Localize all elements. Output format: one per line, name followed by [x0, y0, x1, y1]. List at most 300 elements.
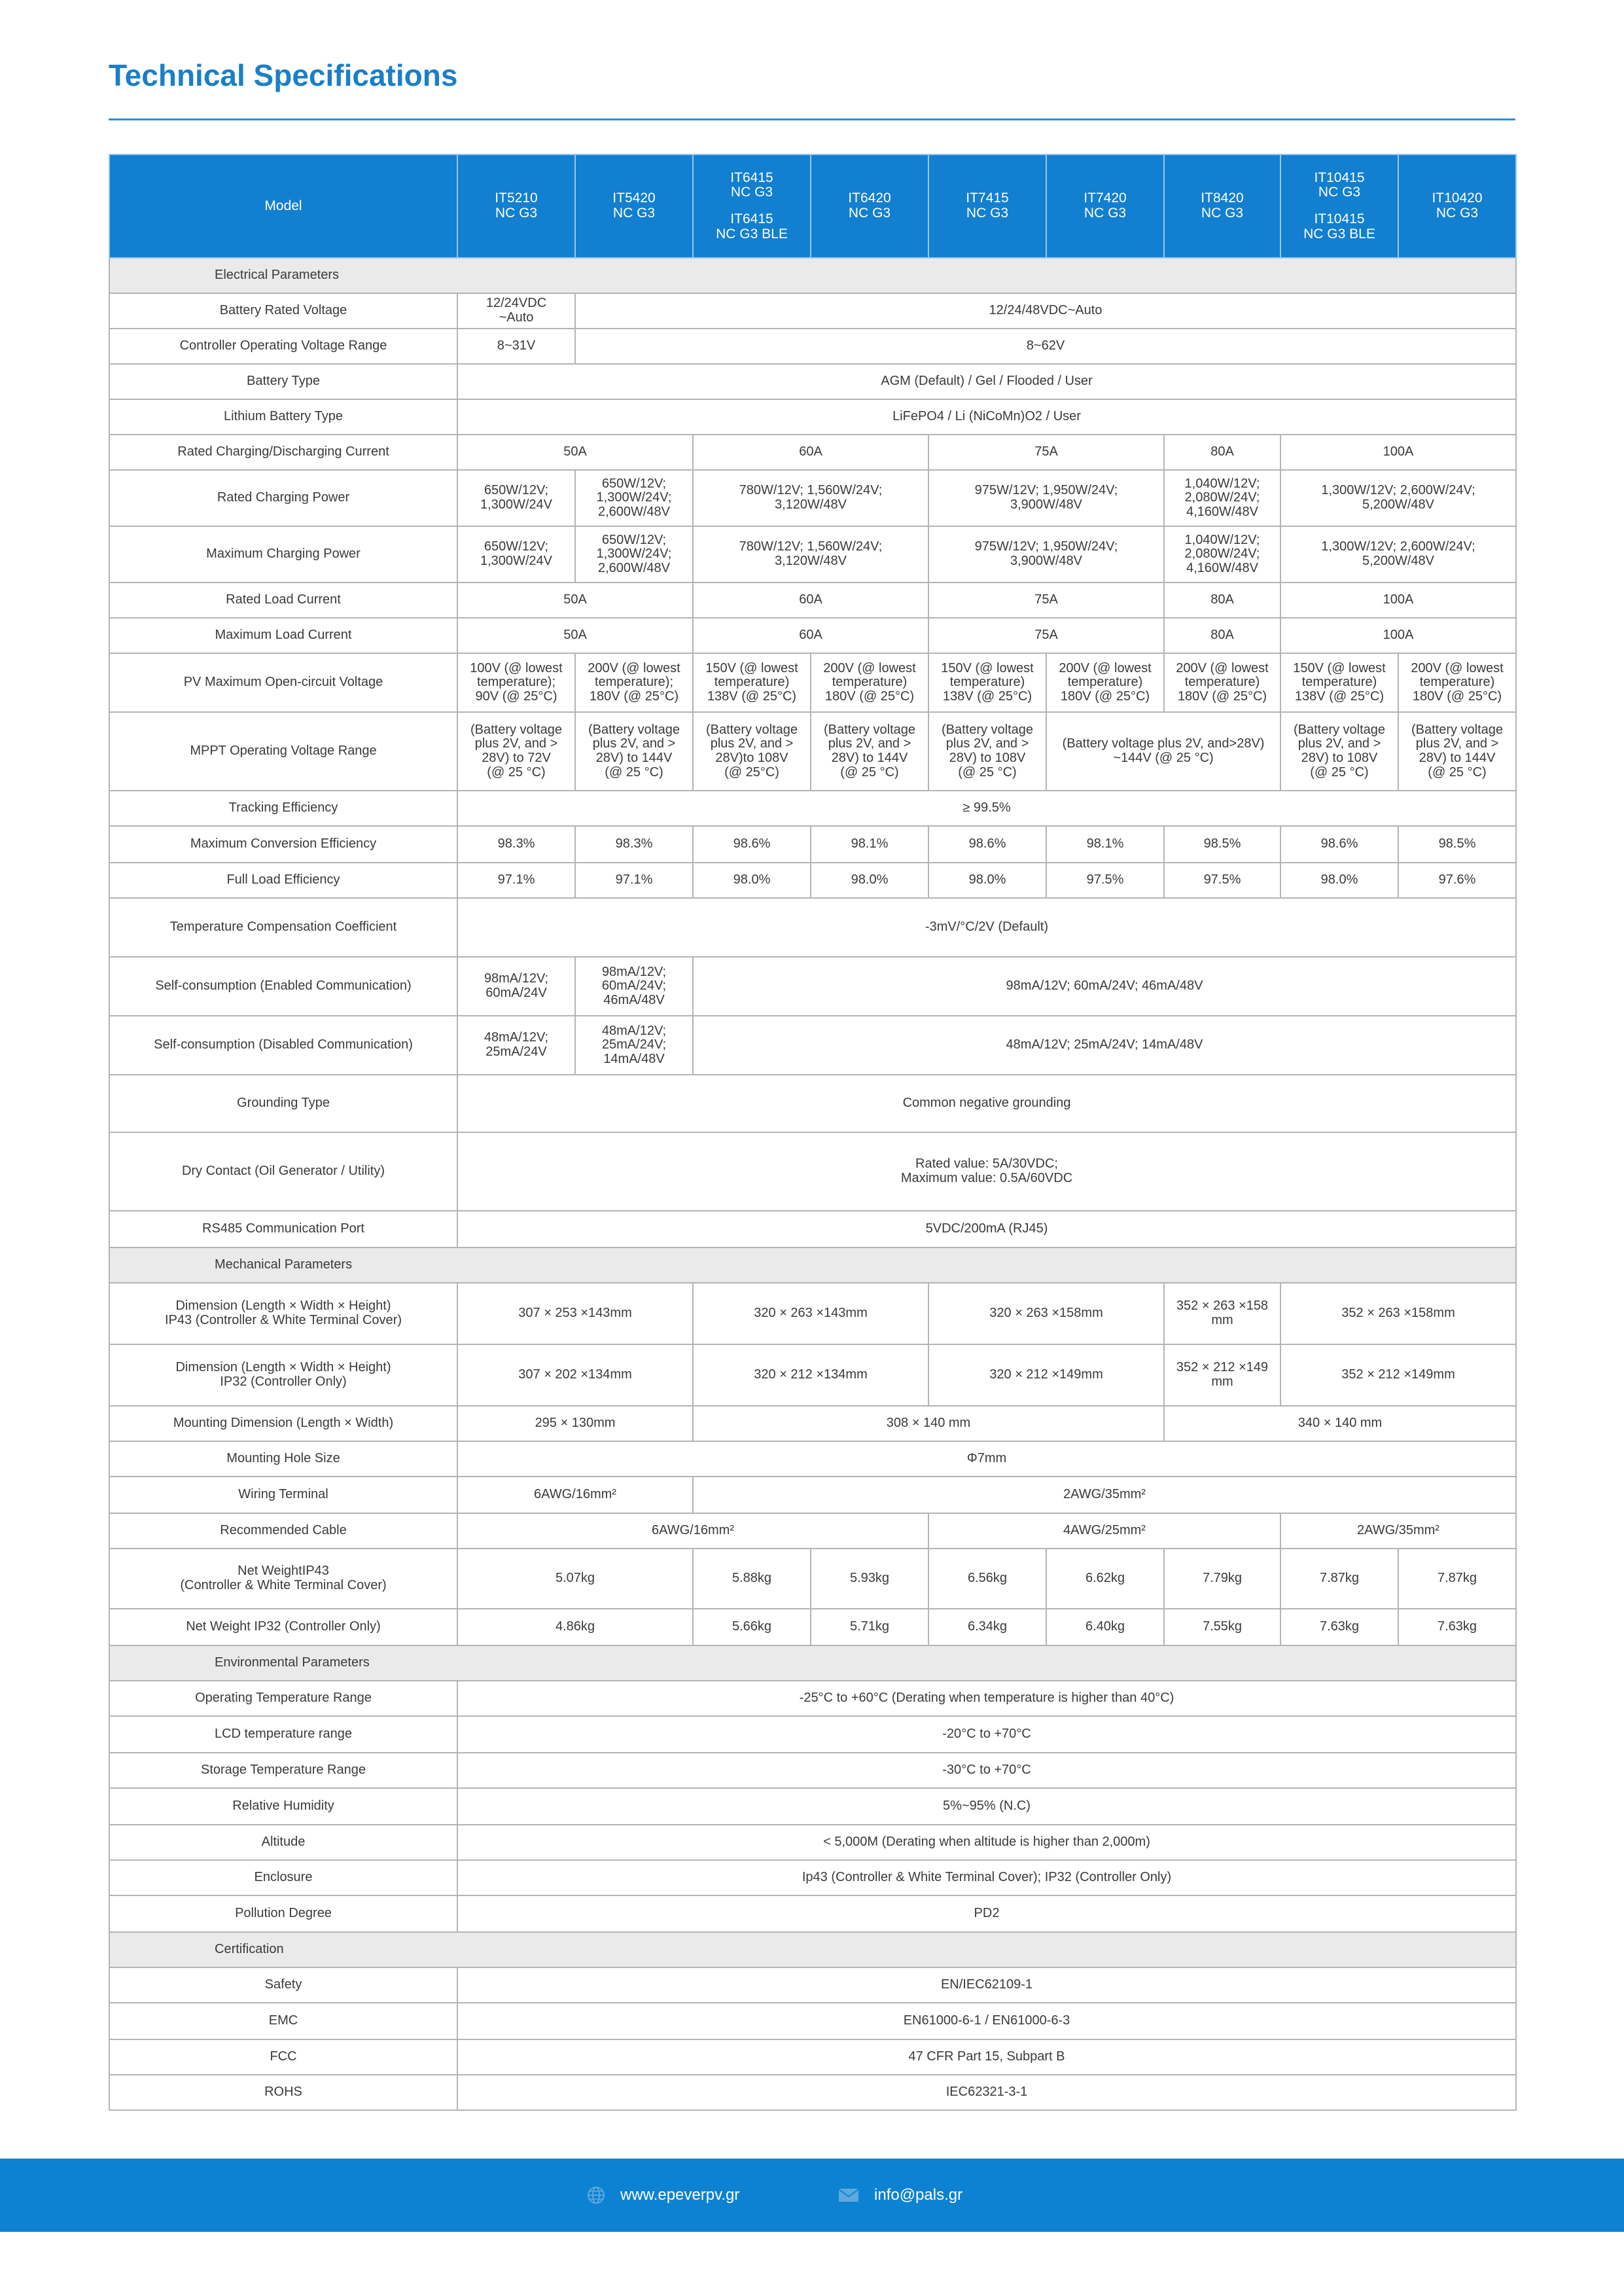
cell-text-line: 4,160W/48V — [1186, 560, 1259, 575]
spec-value — [1164, 1549, 1280, 1609]
model-name-line: NC G3 — [1201, 206, 1244, 221]
email-link[interactable]: info@pals.gr — [874, 2186, 963, 2204]
spec-row — [109, 583, 1516, 618]
spec-value — [1164, 1283, 1280, 1344]
cell-text-line: 98.6% — [733, 836, 771, 852]
cell-text-line: Lithium Battery Type — [224, 409, 343, 424]
spec-row — [109, 791, 1516, 826]
cell-text-line: 1,300W/24V — [480, 497, 553, 512]
spec-label — [109, 2039, 457, 2075]
cell-text-line: 6.40kg — [1085, 1619, 1125, 1634]
cell-text-line: plus 2V, and > — [474, 736, 558, 751]
spec-value — [457, 1132, 1516, 1211]
cell-text-line: 98.5% — [1203, 836, 1241, 852]
cell-text-line: 1,300W/12V; 2,600W/24V; — [1321, 483, 1475, 498]
spec-value — [457, 1211, 1516, 1247]
table-header — [109, 154, 1516, 258]
cell-text-line: 28V) to 72V — [482, 751, 551, 765]
cell-text-line: Enclosure — [254, 1870, 313, 1885]
cell-text-line: Common negative grounding — [902, 1096, 1071, 1111]
spec-row — [109, 1788, 1516, 1825]
cell-text-line: 6.34kg — [967, 1619, 1008, 1634]
spec-row — [109, 526, 1516, 583]
cell-text-line: 352 × 263 ×158mm — [1341, 1306, 1455, 1321]
spec-label — [109, 1967, 457, 2003]
spec-value — [1280, 1513, 1516, 1549]
spec-value — [575, 526, 693, 583]
cell-text-line: 98.5% — [1438, 836, 1476, 852]
cell-text-line: 97.5% — [1086, 872, 1124, 888]
spec-value — [457, 898, 1516, 957]
cell-text-line: 2,080W/24V; — [1184, 547, 1260, 562]
cell-text-line: 28V) to 144V — [595, 751, 673, 765]
cell-text-line: 48mA/12V; 25mA/24V; 14mA/48V — [1006, 1037, 1203, 1052]
cell-text-line: plus 2V, and > — [710, 736, 794, 751]
spec-value — [457, 2075, 1516, 2110]
cell-text-line: temperature) — [1067, 675, 1143, 690]
cell-text-line: Rated Charging/Discharging Current — [177, 444, 389, 459]
cell-text-line: 780W/12V; 1,560W/24V; — [739, 483, 883, 498]
cell-text-line: 98.3% — [615, 836, 653, 852]
cell-text-line: Operating Temperature Range — [195, 1691, 372, 1706]
spec-row — [109, 1441, 1516, 1477]
spec-value — [1164, 526, 1280, 583]
spec-label — [109, 1283, 457, 1344]
spec-row — [109, 2003, 1516, 2039]
spec-value — [928, 1549, 1046, 1609]
cell-text-line: 75A — [1034, 444, 1058, 459]
title-divider — [109, 118, 1515, 120]
spec-value — [575, 863, 693, 898]
section-title: Electrical Parameters — [109, 258, 1516, 293]
spec-value — [457, 1788, 1516, 1825]
spec-row — [109, 898, 1516, 957]
model-name-line: IT7420 — [1084, 190, 1127, 206]
cell-text-line: Rated Charging Power — [217, 490, 350, 505]
spec-label — [109, 1344, 457, 1406]
spec-label — [109, 1016, 457, 1075]
spec-value — [457, 1860, 1516, 1895]
spec-row — [109, 1753, 1516, 1788]
cell-text-line: plus 2V, and > — [945, 736, 1029, 751]
spec-label — [109, 1860, 457, 1895]
model-name-line: IT6420 — [848, 190, 891, 206]
spec-row — [109, 1075, 1516, 1132]
spec-label — [109, 1716, 457, 1753]
cell-text-line: 75A — [1034, 592, 1058, 607]
cell-text-line: plus 2V, and > — [592, 736, 676, 751]
spec-value — [457, 1895, 1516, 1932]
spec-value — [1164, 1344, 1280, 1406]
cell-text-line: (@ 25 °C) — [840, 764, 899, 780]
cell-text-line: 100A — [1383, 592, 1414, 607]
page-title: Technical Specifications — [109, 58, 458, 92]
spec-value — [693, 1549, 811, 1609]
spec-value — [457, 1753, 1516, 1788]
cell-text-line: 4,160W/48V — [1186, 504, 1259, 519]
spec-value — [457, 957, 575, 1016]
spec-value — [1398, 712, 1516, 791]
cell-text-line: Maximum Charging Power — [206, 547, 361, 562]
cell-text-line: temperature) — [1184, 675, 1260, 690]
cell-text-line: 5.93kg — [849, 1571, 890, 1586]
cell-text-line: 25mA/24V — [485, 1045, 547, 1059]
cell-text-line: (Controller & White Terminal Cover) — [180, 1578, 387, 1592]
cell-text-line: Rated Load Current — [226, 592, 341, 607]
spec-value — [457, 1477, 693, 1513]
cell-text-line: 5VDC/200mA (RJ45) — [925, 1221, 1048, 1236]
cell-text-line: 5.07kg — [555, 1571, 595, 1586]
spec-value — [457, 1825, 1516, 1860]
cell-text-line: Self-consumption (Disabled Communication) — [154, 1037, 413, 1052]
spec-value — [457, 1967, 1516, 2003]
spec-label — [109, 957, 457, 1016]
cell-text-line: Φ7mm — [966, 1451, 1007, 1466]
section-header-row — [109, 258, 1516, 293]
spec-value — [693, 526, 928, 583]
cell-text-line: plus 2V, and > — [828, 736, 911, 751]
spec-label — [109, 1549, 457, 1609]
spec-value — [1164, 435, 1280, 470]
cell-text-line: 28V) to 144V — [831, 751, 908, 765]
section-header-row — [109, 1645, 1516, 1681]
spec-value — [1164, 863, 1280, 898]
cell-text-line: 180V (@ 25°C) — [1177, 689, 1267, 704]
cell-text-line: 352 × 263 ×158 — [1176, 1299, 1269, 1314]
cell-text-line: (@ 25°C) — [724, 764, 779, 780]
spec-value — [1280, 618, 1516, 653]
cell-text-line: Battery Rated Voltage — [219, 303, 347, 318]
cell-text-line: 307 × 202 ×134mm — [518, 1367, 632, 1382]
cell-text-line: 98mA/12V; 60mA/24V; 46mA/48V — [1006, 978, 1203, 994]
cell-text-line: (Battery voltage — [1293, 722, 1386, 737]
cell-text-line: 97.1% — [615, 872, 653, 888]
cell-text-line: Storage Temperature Range — [200, 1763, 366, 1778]
spec-label — [109, 526, 457, 583]
cell-text-line: 200V (@ lowest — [1411, 660, 1504, 675]
cell-text-line: (@ 25 °C) — [605, 764, 663, 780]
footer-website[interactable] — [586, 2159, 739, 2232]
spec-label — [109, 435, 457, 470]
model-name-line: NC G3 — [612, 206, 656, 221]
cell-text-line: EMC — [268, 2013, 298, 2028]
spec-value — [1046, 712, 1280, 791]
cell-text-line: IEC62321-3-1 — [945, 2085, 1028, 2100]
spec-row — [109, 826, 1516, 863]
section-title: Certification — [109, 1932, 1516, 1967]
spec-label — [109, 329, 457, 364]
cell-text-line: 180V (@ 25°C) — [824, 689, 915, 704]
spec-value — [457, 1283, 693, 1344]
spec-row — [109, 1825, 1516, 1860]
cell-text-line: 5.71kg — [849, 1619, 890, 1634]
spec-value — [693, 435, 928, 470]
spec-value — [457, 826, 575, 863]
cell-text-line: (Battery voltage plus 2V, and>28V) — [1062, 736, 1265, 751]
cell-text-line: 1,040W/12V; — [1184, 532, 1260, 547]
spec-label — [109, 1211, 457, 1247]
cell-text-line: 2AWG/35mm² — [1357, 1523, 1439, 1538]
cell-text-line: LCD temperature range — [214, 1727, 353, 1742]
spec-row — [109, 293, 1516, 329]
spec-value — [457, 1681, 1516, 1716]
cell-text-line: PV Maximum Open-circuit Voltage — [183, 675, 383, 690]
cell-text-line: (@ 25 °C) — [958, 764, 1017, 780]
model-header-cell — [811, 154, 928, 258]
cell-text-line: 98mA/12V; — [601, 964, 667, 979]
cell-text-line: 200V (@ lowest — [1059, 660, 1152, 675]
spec-value — [693, 470, 928, 526]
cell-text-line: Relative Humidity — [232, 1799, 334, 1814]
cell-text-line: LiFePO4 / Li (NiCoMn)O2 / User — [892, 409, 1081, 424]
section-title: Environmental Parameters — [109, 1645, 1516, 1681]
model-name-line — [1284, 200, 1395, 212]
spec-value — [928, 712, 1046, 791]
model-name-line: IT10415 — [1314, 170, 1365, 185]
specifications-table — [109, 154, 1517, 2111]
cell-text-line: IP43 (Controller & White Terminal Cover) — [165, 1313, 402, 1327]
cell-text-line: < 5,000M (Derating when altitude is higher than 2,000m) — [823, 1835, 1150, 1850]
spec-value — [457, 1075, 1516, 1132]
spec-value — [575, 470, 693, 526]
model-name-line: IT8420 — [1201, 190, 1244, 206]
spec-value — [457, 399, 1516, 435]
spec-row — [109, 618, 1516, 653]
cell-text-line: 200V (@ lowest — [823, 660, 916, 675]
spec-label — [109, 1895, 457, 1932]
cell-text-line: FCC — [270, 2049, 297, 2064]
cell-text-line: 28V) to 108V — [949, 751, 1026, 765]
spec-row — [109, 1283, 1516, 1344]
spec-value — [928, 863, 1046, 898]
spec-value — [1280, 1283, 1516, 1344]
cell-text-line: Maximum value: 0.5A/60VDC — [900, 1171, 1073, 1185]
cell-text-line: (@ 25 °C) — [1428, 764, 1487, 780]
cell-text-line: 98.1% — [1086, 836, 1124, 852]
cell-text-line: temperature); — [594, 675, 674, 690]
cell-text-line: Grounding Type — [237, 1096, 330, 1111]
spec-value — [457, 791, 1516, 826]
cell-text-line: 3,900W/48V — [1010, 497, 1083, 512]
model-name-line: IT5420 — [612, 190, 656, 206]
cell-text-line: Pollution Degree — [235, 1906, 332, 1921]
cell-text-line: ~Auto — [499, 310, 534, 325]
cell-text-line: Mounting Dimension (Length × Width) — [173, 1416, 394, 1431]
cell-text-line: (Battery voltage — [705, 722, 798, 737]
cell-text-line: 60A — [799, 628, 822, 643]
spec-label — [109, 653, 457, 712]
spec-row — [109, 653, 1516, 712]
cell-text-line: 6AWG/16mm² — [534, 1487, 616, 1502]
spec-label — [109, 791, 457, 826]
model-header-row — [109, 154, 1516, 258]
cell-text-line: temperature) — [949, 675, 1025, 690]
model-name-line: NC G3 — [730, 185, 773, 200]
spec-value — [811, 712, 928, 791]
cell-text-line: 98.0% — [851, 872, 889, 888]
spec-label — [109, 2003, 457, 2039]
spec-value — [693, 957, 1516, 1016]
spec-value — [693, 1283, 928, 1344]
cell-text-line: Net WeightIP43 — [238, 1564, 329, 1579]
cell-text-line: 7.79kg — [1202, 1571, 1243, 1586]
spec-value — [928, 618, 1164, 653]
cell-text-line: 100A — [1383, 444, 1414, 459]
cell-text-line: RS485 Communication Port — [202, 1221, 364, 1236]
cell-text-line: Altitude — [261, 1835, 306, 1850]
cell-text-line: Self-consumption (Enabled Communication) — [155, 978, 412, 994]
cell-text-line: 50A — [563, 628, 587, 643]
cell-text-line: 80A — [1210, 592, 1234, 607]
cell-text-line: -25°C to +60°C (Derating when temperature is higher than 40°C) — [799, 1691, 1174, 1706]
spec-value — [457, 1609, 693, 1645]
spec-label — [109, 898, 457, 957]
spec-value — [457, 653, 575, 712]
cell-text-line: EN/IEC62109-1 — [940, 1977, 1033, 1992]
spec-value — [457, 863, 575, 898]
cell-text-line: 7.63kg — [1437, 1619, 1477, 1634]
spec-row — [109, 399, 1516, 435]
cell-text-line: 308 × 140 mm — [886, 1416, 971, 1431]
spec-value — [811, 863, 928, 898]
spec-value — [1280, 1609, 1398, 1645]
cell-text-line: 80A — [1210, 444, 1234, 459]
cell-text-line: 6.56kg — [967, 1571, 1008, 1586]
spec-row — [109, 1132, 1516, 1211]
cell-text-line: mm — [1211, 1313, 1233, 1327]
cell-text-line: Tracking Efficiency — [228, 800, 338, 816]
cell-text-line: ~144V (@ 25 °C) — [1113, 751, 1214, 765]
cell-text-line: 98.6% — [1320, 836, 1358, 852]
cell-text-line: 2,600W/48V — [597, 560, 671, 575]
cell-text-line: 200V (@ lowest — [1176, 660, 1269, 675]
spec-value — [1046, 863, 1164, 898]
spec-value — [693, 1344, 928, 1406]
spec-value — [575, 653, 693, 712]
cell-text-line: 1,300W/24V; — [596, 547, 672, 562]
spec-value — [1164, 653, 1280, 712]
cell-text-line: Net Weight IP32 (Controller Only) — [186, 1619, 381, 1634]
cell-text-line: 6.62kg — [1085, 1571, 1125, 1586]
cell-text-line: ≥ 99.5% — [962, 800, 1011, 816]
model-name-line: IT10420 — [1432, 190, 1483, 206]
spec-label — [109, 1477, 457, 1513]
model-header-cell — [928, 154, 1046, 258]
model-name-line: IT5210 — [495, 190, 538, 206]
spec-value — [457, 1441, 1516, 1477]
cell-text-line: 98.1% — [851, 836, 889, 852]
cell-text-line: (Battery voltage — [1411, 722, 1504, 737]
cell-text-line: 3,120W/48V — [774, 554, 847, 568]
spec-label — [109, 1609, 457, 1645]
cell-text-line: temperature); — [476, 675, 556, 690]
spec-value — [811, 1609, 928, 1645]
cell-text-line: (Battery voltage — [588, 722, 680, 737]
footer-email[interactable] — [838, 2159, 962, 2232]
table-body — [109, 258, 1516, 2110]
cell-text-line: -20°C to +70°C — [942, 1727, 1031, 1742]
model-name-line — [696, 200, 807, 212]
cell-text-line: Dimension (Length × Width × Height) — [175, 1299, 391, 1314]
cell-text-line: 320 × 263 ×143mm — [754, 1306, 868, 1321]
cell-text-line: 2AWG/35mm² — [1063, 1487, 1146, 1502]
spec-row — [109, 1681, 1516, 1716]
spec-value — [1280, 526, 1516, 583]
cell-text-line: 320 × 212 ×134mm — [754, 1367, 868, 1382]
cell-text-line: 138V (@ 25°C) — [707, 689, 797, 704]
cell-text-line: (Battery voltage — [823, 722, 916, 737]
cell-text-line: 5%~95% (N.C) — [943, 1799, 1031, 1814]
cell-text-line: 2,080W/24V; — [1184, 490, 1260, 505]
cell-text-line: 320 × 212 ×149mm — [989, 1367, 1103, 1382]
globe-icon — [586, 2185, 606, 2205]
cell-text-line: Safety — [264, 1977, 302, 1992]
cell-text-line: 28V) to 144V — [1419, 751, 1496, 765]
cell-text-line: 5.88kg — [732, 1571, 772, 1586]
spec-value — [1164, 1406, 1516, 1441]
cell-text-line: 307 × 253 ×143mm — [518, 1306, 632, 1321]
cell-text-line: 4.86kg — [555, 1619, 595, 1634]
cell-text-line: Temperature Compensation Coefficient — [169, 920, 397, 935]
cell-text-line: 150V (@ lowest — [705, 660, 798, 675]
cell-text-line: 7.87kg — [1319, 1571, 1360, 1586]
spec-value — [928, 653, 1046, 712]
cell-text-line: 320 × 263 ×158mm — [989, 1306, 1103, 1321]
cell-text-line: 1,300W/24V; — [596, 490, 672, 505]
model-header-cell — [693, 154, 811, 258]
spec-row — [109, 329, 1516, 364]
cell-text-line: mm — [1211, 1374, 1233, 1389]
spec-value — [457, 1549, 693, 1609]
spec-value — [1280, 1549, 1398, 1609]
spec-value — [457, 293, 575, 329]
spec-label — [109, 826, 457, 863]
spec-value — [693, 826, 811, 863]
cell-text-line: (@ 25 °C) — [487, 764, 546, 780]
spec-row — [109, 470, 1516, 526]
spec-value — [928, 526, 1164, 583]
spec-value — [1280, 826, 1398, 863]
cell-text-line: temperature) — [1301, 675, 1377, 690]
spec-row — [109, 863, 1516, 898]
spec-value — [457, 1344, 693, 1406]
spec-value — [1398, 653, 1516, 712]
spec-value — [1046, 653, 1164, 712]
cell-text-line: 90V (@ 25°C) — [475, 689, 557, 704]
spec-value — [457, 1513, 928, 1549]
model-header-cell — [457, 154, 575, 258]
cell-text-line: 180V (@ 25°C) — [1060, 689, 1150, 704]
spec-value — [1280, 712, 1398, 791]
spec-row — [109, 712, 1516, 791]
cell-text-line: 100V (@ lowest — [470, 660, 563, 675]
spec-row — [109, 2075, 1516, 2110]
cell-text-line: plus 2V, and > — [1415, 736, 1499, 751]
spec-value — [1164, 826, 1280, 863]
spec-label — [109, 618, 457, 653]
cell-text-line: PD2 — [974, 1906, 1000, 1921]
spec-value — [457, 435, 693, 470]
website-link[interactable]: www.epeverpv.gr — [620, 2186, 740, 2204]
cell-text-line: 7.63kg — [1319, 1619, 1360, 1634]
cell-text-line: 4AWG/25mm² — [1063, 1523, 1146, 1538]
cell-text-line: 2,600W/48V — [597, 504, 671, 519]
cell-text-line: 98.3% — [497, 836, 535, 852]
spec-value — [928, 1344, 1164, 1406]
cell-text-line: 50A — [563, 592, 587, 607]
cell-text-line: 7.55kg — [1202, 1619, 1243, 1634]
section-header-row — [109, 1932, 1516, 1967]
